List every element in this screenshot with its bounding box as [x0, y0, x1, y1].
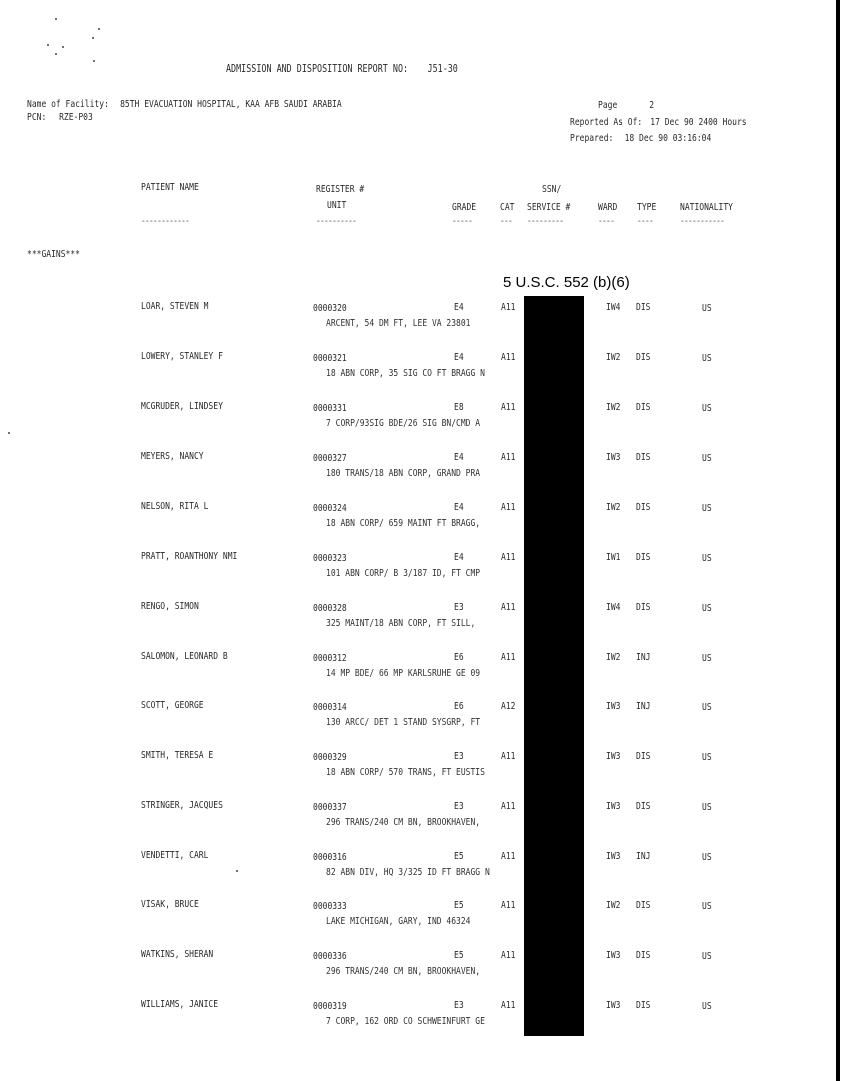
nationality: US	[702, 1001, 712, 1012]
category: A11	[501, 652, 516, 663]
unit-address: 18 ABN CORP, 35 SIG CO FT BRAGG N	[326, 368, 485, 379]
patient-name: SCOTT, GEORGE	[141, 700, 204, 711]
patient-name: WILLIAMS, JANICE	[141, 999, 219, 1010]
register-number: 0000321	[313, 353, 347, 364]
unit-address: 14 MP BDE/ 66 MP KARLSRUHE GE 09	[326, 668, 481, 679]
col-header-unit: UNIT	[327, 200, 347, 211]
type: DIS	[636, 751, 651, 762]
patient-name: WATKINS, SHERAN	[141, 949, 214, 960]
grade: E3	[454, 1000, 464, 1011]
patient-name: MEYERS, NANCY	[141, 451, 204, 462]
register-number: 0000312	[313, 653, 347, 664]
facility-name: 85TH EVACUATION HOSPITAL, KAA AFB SAUDI ARABIA	[120, 99, 342, 110]
table-row	[0, 850, 836, 900]
ward: IW2	[606, 652, 621, 663]
type: DIS	[636, 552, 651, 563]
register-number: 0000324	[313, 503, 347, 514]
ward: IW3	[606, 452, 621, 463]
reported-label: Reported As Of:	[570, 117, 643, 128]
register-number: 0000327	[313, 453, 347, 464]
nationality: US	[702, 553, 712, 564]
grade: E3	[454, 801, 464, 812]
grade: E4	[454, 452, 464, 463]
table-row	[0, 501, 836, 551]
page-line	[598, 100, 654, 111]
register-number: 0000333	[313, 901, 347, 912]
table-row	[0, 800, 836, 850]
category: A11	[501, 900, 516, 911]
grade: E3	[454, 751, 464, 762]
reported-line	[570, 117, 747, 128]
type: DIS	[636, 452, 651, 463]
redaction-block	[524, 296, 584, 1036]
ward: IW3	[606, 751, 621, 762]
unit-address: LAKE MICHIGAN, GARY, IND 46324	[326, 916, 471, 927]
patient-name: PRATT, ROANTHONY NMI	[141, 551, 238, 562]
category: A11	[501, 452, 516, 463]
type: DIS	[636, 801, 651, 812]
ward: IW3	[606, 851, 621, 862]
report-number: J51-30	[427, 63, 458, 75]
nationality: US	[702, 802, 712, 813]
register-number: 0000336	[313, 951, 347, 962]
table-row	[0, 949, 836, 999]
col-header-ssn-top: SSN/	[542, 184, 562, 195]
unit-address: 18 ABN CORP/ 570 TRANS, FT EUSTIS	[326, 767, 485, 778]
ward: IW2	[606, 900, 621, 911]
patient-name: VISAK, BRUCE	[141, 899, 199, 910]
type: INJ	[636, 652, 651, 663]
underline-ward: ----	[598, 216, 615, 227]
register-number: 0000323	[313, 553, 347, 564]
type: DIS	[636, 352, 651, 363]
col-header-cat: CAT	[500, 202, 515, 213]
category: A11	[501, 950, 516, 961]
unit-address: 325 MAINT/18 ABN CORP, FT SILL,	[326, 618, 476, 629]
underline-register: ----------	[316, 216, 357, 227]
facility-label: Name of Facility:	[27, 99, 109, 110]
pcn-line	[27, 112, 93, 123]
pcn-value: RZE-P03	[59, 112, 93, 123]
table-row	[0, 351, 836, 401]
type: INJ	[636, 701, 651, 712]
grade: E8	[454, 402, 464, 413]
nationality: US	[702, 901, 712, 912]
patient-name: LOWERY, STANLEY F	[141, 351, 223, 362]
ward: IW3	[606, 701, 621, 712]
register-number: 0000316	[313, 852, 347, 863]
patient-name: LOAR, STEVEN M	[141, 301, 209, 312]
patient-name: VENDETTI, CARL	[141, 850, 209, 861]
ward: IW2	[606, 502, 621, 513]
col-header-service: SERVICE #	[527, 202, 571, 213]
grade: E5	[454, 851, 464, 862]
patient-name: NELSON, RITA L	[141, 501, 209, 512]
register-number: 0000314	[313, 702, 347, 713]
category: A11	[501, 851, 516, 862]
table-row	[0, 750, 836, 800]
unit-address: 18 ABN CORP/ 659 MAINT FT BRAGG,	[326, 518, 481, 529]
underline-name: ------------	[141, 216, 190, 227]
patient-name: RENGO, SIMON	[141, 601, 199, 612]
patient-name: STRINGER, JACQUES	[141, 800, 223, 811]
table-row	[0, 651, 836, 701]
grade: E4	[454, 302, 464, 313]
nationality: US	[702, 603, 712, 614]
unit-address: 82 ABN DIV, HQ 3/325 ID FT BRAGG N	[326, 867, 490, 878]
type: DIS	[636, 302, 651, 313]
type: DIS	[636, 1000, 651, 1011]
grade: E6	[454, 652, 464, 663]
ward: IW4	[606, 302, 621, 313]
ward: IW3	[606, 950, 621, 961]
register-number: 0000329	[313, 752, 347, 763]
table-row	[0, 451, 836, 501]
grade: E3	[454, 602, 464, 613]
page-number: 2	[649, 100, 655, 111]
type: DIS	[636, 602, 651, 613]
section-gains-label: ***GAINS***	[27, 249, 80, 260]
table-row	[0, 301, 836, 351]
grade: E5	[454, 950, 464, 961]
grade: E4	[454, 502, 464, 513]
patient-name: SALOMON, LEONARD B	[141, 651, 228, 662]
type: INJ	[636, 851, 651, 862]
grade: E5	[454, 900, 464, 911]
table-row	[0, 899, 836, 949]
nationality: US	[702, 852, 712, 863]
register-number: 0000319	[313, 1001, 347, 1012]
col-header-grade: GRADE	[452, 202, 477, 213]
underline-service: ---------	[527, 216, 564, 227]
register-number: 0000337	[313, 802, 347, 813]
col-header-nationality: NATIONALITY	[680, 202, 733, 213]
unit-address: 7 CORP/93SIG BDE/26 SIG BN/CMD A	[326, 418, 481, 429]
ward: IW3	[606, 1000, 621, 1011]
col-header-patient-name: PATIENT NAME	[141, 182, 199, 193]
nationality: US	[702, 653, 712, 664]
underline-type: ----	[637, 216, 654, 227]
nationality: US	[702, 503, 712, 514]
unit-address: 7 CORP, 162 ORD CO SCHWEINFURT GE	[326, 1016, 485, 1027]
type: DIS	[636, 950, 651, 961]
col-header-ward: WARD	[598, 202, 618, 213]
col-header-type: TYPE	[637, 202, 657, 213]
ward: IW1	[606, 552, 621, 563]
category: A11	[501, 552, 516, 563]
nationality: US	[702, 752, 712, 763]
category: A11	[501, 751, 516, 762]
underline-nationality: -----------	[680, 216, 725, 227]
category: A11	[501, 352, 516, 363]
category: A11	[501, 602, 516, 613]
nationality: US	[702, 403, 712, 414]
ward: IW3	[606, 801, 621, 812]
category: A11	[501, 302, 516, 313]
type: DIS	[636, 402, 651, 413]
category: A11	[501, 1000, 516, 1011]
unit-address: 130 ARCC/ DET 1 STAND SYSGRP, FT	[326, 717, 481, 728]
nationality: US	[702, 951, 712, 962]
ward: IW2	[606, 402, 621, 413]
pcn-label: PCN:	[27, 112, 47, 123]
table-row	[0, 551, 836, 601]
page-edge-border	[836, 0, 840, 1081]
ward: IW4	[606, 602, 621, 613]
register-number: 0000320	[313, 303, 347, 314]
unit-address: 101 ABN CORP/ B 3/187 ID, FT CMP	[326, 568, 481, 579]
type: DIS	[636, 900, 651, 911]
grade: E6	[454, 701, 464, 712]
prepared-line	[570, 133, 711, 144]
nationality: US	[702, 702, 712, 713]
category: A11	[501, 402, 516, 413]
report-title-text: ADMISSION AND DISPOSITION REPORT NO:	[226, 63, 409, 75]
report-title	[226, 63, 458, 75]
unit-address: 296 TRANS/240 CM BN, BROOKHAVEN,	[326, 817, 481, 828]
patient-name: SMITH, TERESA E	[141, 750, 214, 761]
unit-address: ARCENT, 54 DM FT, LEE VA 23801	[326, 318, 471, 329]
reported-value: 17 Dec 90 2400 Hours	[650, 117, 747, 128]
category: A12	[501, 701, 516, 712]
prepared-value: 18 Dec 90 03:16:04	[624, 133, 712, 144]
patient-name: MCGRUDER, LINDSEY	[141, 401, 223, 412]
nationality: US	[702, 453, 712, 464]
underline-cat: ---	[500, 216, 513, 227]
register-number: 0000328	[313, 603, 347, 614]
register-number: 0000331	[313, 403, 347, 414]
prepared-label: Prepared:	[570, 133, 614, 144]
ward: IW2	[606, 352, 621, 363]
category: A11	[501, 502, 516, 513]
underline-grade: -----	[452, 216, 473, 227]
table-row	[0, 700, 836, 750]
redaction-label: 5 U.S.C. 552 (b)(6)	[503, 274, 630, 291]
category: A11	[501, 801, 516, 812]
unit-address: 180 TRANS/18 ABN CORP, GRAND PRA	[326, 468, 481, 479]
facility-line	[27, 99, 342, 110]
unit-address: 296 TRANS/240 CM BN, BROOKHAVEN,	[326, 966, 481, 977]
grade: E4	[454, 352, 464, 363]
table-row	[0, 401, 836, 451]
col-header-register: REGISTER #	[316, 184, 365, 195]
nationality: US	[702, 303, 712, 314]
type: DIS	[636, 502, 651, 513]
page-label: Page	[598, 100, 618, 111]
table-row	[0, 601, 836, 651]
table-row	[0, 999, 836, 1049]
grade: E4	[454, 552, 464, 563]
nationality: US	[702, 353, 712, 364]
